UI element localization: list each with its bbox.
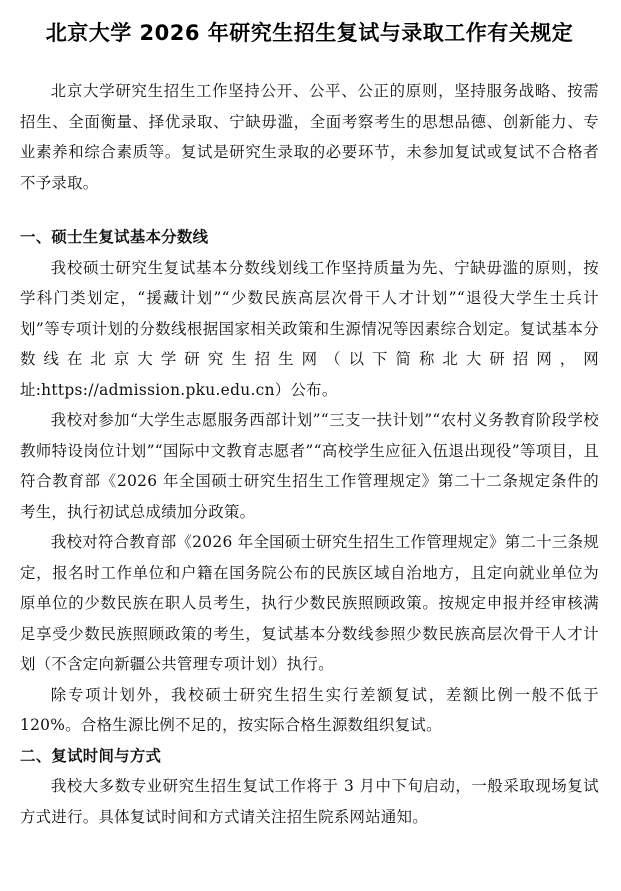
document-title: 北京大学 2026 年研究生招生复试与录取工作有关规定 <box>45 21 574 45</box>
cutoff-paragraph-1: 我校硕士研究生复试基本分数线划线工作坚持质量为先、宁缺毋滥的原则，按学科门类划定，“援藏计划”“少数民族高层次骨干人才计划”“退役大学生士兵计划”等专项计划的分数线根据国家相关政策和生源情况等因素综合划定。复试基本分数线在北京大学研究生招生网（以下简称北大研招网，网址:https://admission.pku.edu.cn）公布。 <box>20 258 599 399</box>
cutoff-paragraph-4: 除专项计划外，我校硕士研究生招生实行差额复试，差额比例一般不低于 120%。合格生源比例不足的，按实际合格生源数组织复试。 <box>20 685 599 734</box>
cutoff-paragraph-3: 我校对符合教育部《2026 年全国硕士研究生招生工作管理规定》第二十三条规定，报名时工作单位和户籍在国务院公布的民族区域自治地方，且定向就业单位为原单位的少数民族在职人员考生，执行少数民族照顾政策。按规定申报并经审核满足享受少数民族照顾政策的考生，复试基本分数线参照少数民族高层次骨干人才计划（不含定向新疆公共管理专项计划）执行。 <box>20 533 599 673</box>
section-cutoff-scores <box>20 222 599 741</box>
section-heading-interview-time: 二、复试时间与方式 <box>20 746 162 765</box>
interview-paragraph-1: 我校大多数专业研究生招生复试工作将于 3 月中下旬启动，一般采取现场复试方式进行。具体复试时间和方式请关注招生院系网站通知。 <box>20 777 599 826</box>
section-interview-time <box>20 741 599 833</box>
cutoff-paragraph-2: 我校对参加“大学生志愿服务西部计划”“三支一扶计划”“农村义务教育阶段学校教师特设岗位计划”“国际中文教育志愿者”“高校学生应征入伍退出现役”等项目，且符合教育部《2026 年全国硕士研究生招生工作管理规定》第二十二条规定条件的考生，执行初试总成绩加分政策。 <box>20 411 599 521</box>
section-heading-cutoff-scores: 一、硕士生复试基本分数线 <box>20 228 209 246</box>
intro-paragraph: 北京大学研究生招生工作坚持公开、公平、公正的原则，坚持服务战略、按需招生、全面衡量、择优录取、宁缺毋滥，全面考察考生的思想品德、创新能力、专业素养和综合素质等。复试是研究生录取的必要环节，未参加复试或复试不合格者不予录取。 <box>20 82 599 192</box>
